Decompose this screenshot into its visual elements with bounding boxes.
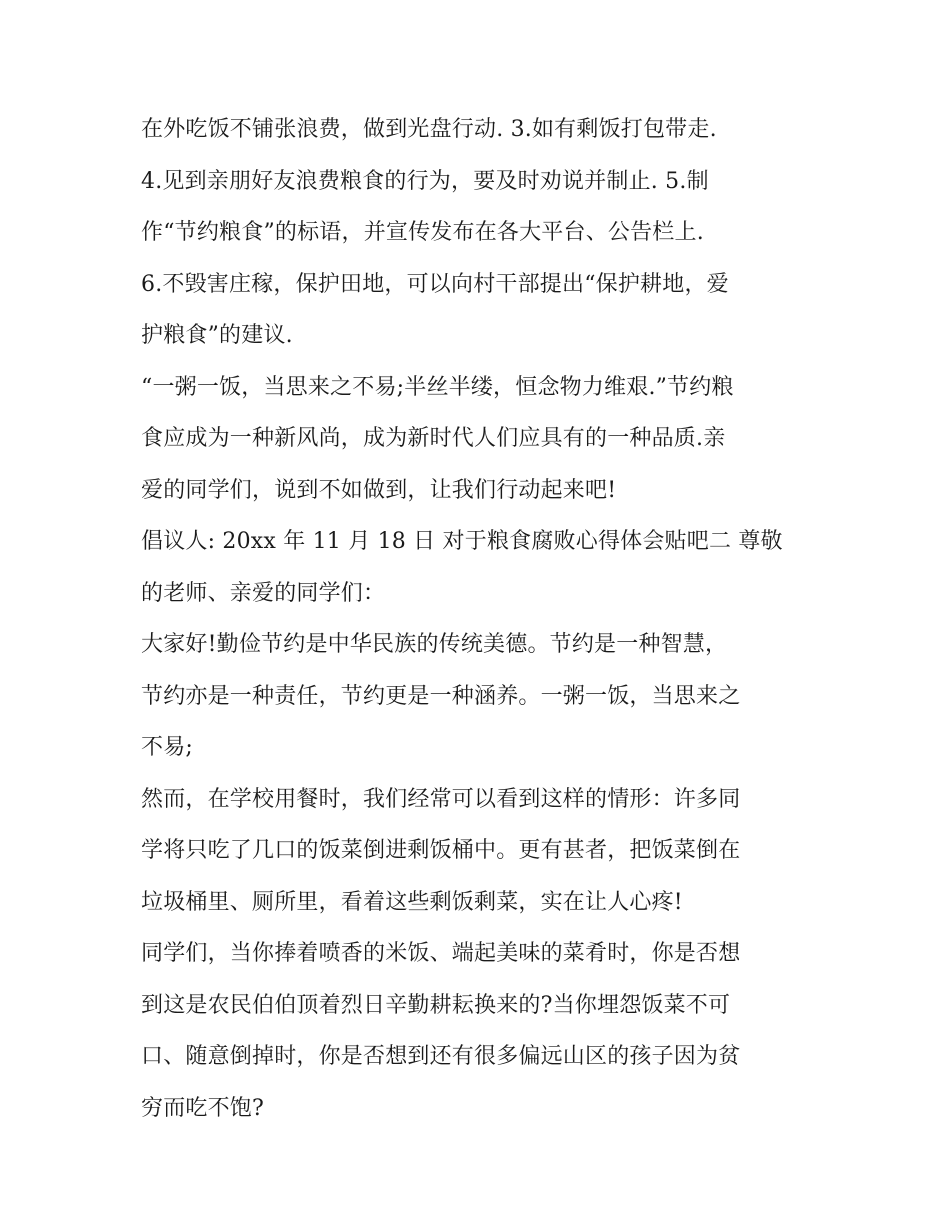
text-line: 节约亦是一种责任，节约更是一种涵养。一粥一饭，当思来之 [141,683,741,709]
text-line: 6.不毁害庄稼，保护田地，可以向村干部提出“保护耕地，爱 [141,271,729,297]
text-line: 作“节约粮食”的标语，并宣传发布在各大平台、公告栏上. [141,220,704,245]
text-line: 到这是农民伯伯顶着烈日辛勤耕耘换来的?当你埋怨饭菜不可 [141,992,731,1018]
document-body [141,104,821,1134]
text-line: 同学们，当你捧着喷香的米饭、端起美味的菜肴时，你是否想 [141,941,741,966]
text-line: 不易; [141,735,194,760]
text-line: 学将只吃了几口的饭菜倒进剩饭桶中。更有甚者，把饭菜倒在 [141,838,741,863]
text-line: 4.见到亲朋好友浪费粮食的行为，要及时劝说并制止. 5.制 [141,168,709,194]
text-line: 然而，在学校用餐时，我们经常可以看到这样的情形：许多同 [141,786,741,812]
text-line: “一粥一饭，当思来之不易;半丝半缕，恒念物力维艰.”节约粮 [141,374,734,400]
text-line: 护粮食”的建议. [141,323,293,348]
text-line: 大家好!勤俭节约是中华民族的传统美德。节约是一种智慧， [141,632,728,657]
text-line: 口、随意倒掉时，你是否想到还有很多偏远山区的孩子因为贫 [141,1044,741,1069]
text-line: 食应成为一种新风尚，成为新时代人们应具有的一种品质.亲 [141,426,726,451]
text-line: 垃圾桶里、厕所里，看着这些剩饭剩菜，实在让人心疼! [141,889,683,915]
text-line: 倡议人: 20xx 年 11 月 18 日 对于粮食腐败心得体会贴吧二 尊敬 [141,529,783,554]
text-line: 爱的同学们，说到不如做到，让我们行动起来吧! [141,477,617,503]
text-line: 的老师、亲爱的同学们： [141,580,386,606]
text-line: 在外吃饭不铺张浪费，做到光盘行动. 3.如有剩饭打包带走. [141,117,717,142]
text-line: 穷而吃不饱? [141,1095,264,1121]
